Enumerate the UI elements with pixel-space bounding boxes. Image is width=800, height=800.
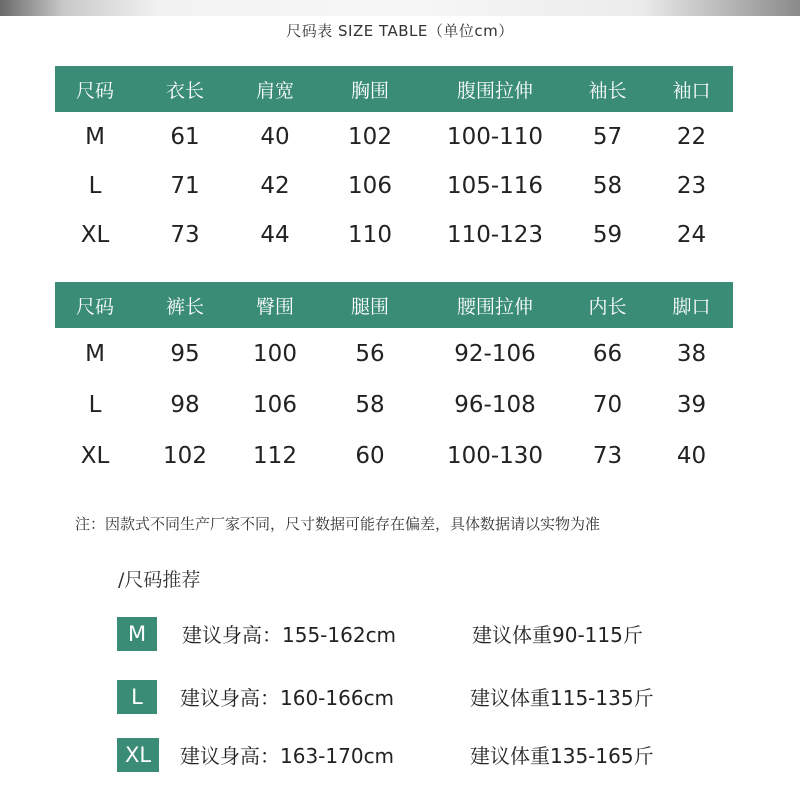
recommend-height: 建议身高：163-170cm [180,744,395,768]
header-cell: 脚口 [672,295,711,318]
disclaimer-note: 注：因款式不同生产厂家不同，尺寸数据可能存在偏差，具体数据请以实物为准 [75,515,601,533]
page-title: 尺码表 SIZE TABLE（单位cm） [286,22,514,40]
table-cell: 24 [676,221,707,248]
table-header [55,66,733,112]
table-cell: XL [80,442,110,469]
table-cell: 58 [592,172,623,199]
size-badge: M [117,617,157,651]
size-badge: XL [117,738,159,772]
table-cell: L [88,391,102,418]
table-cell: 96-108 [454,391,536,418]
table-cell: 73 [170,221,200,248]
table-cell: 61 [170,123,200,150]
table-cell: 57 [592,123,623,150]
recommend-title: /尺码推荐 [118,569,201,591]
table-cell: 66 [592,340,623,367]
table-cell: 23 [676,172,707,199]
header-cell: 尺码 [75,295,114,318]
table-cell: 95 [170,340,200,367]
header-cell: 腹围拉伸 [456,79,533,102]
table-cell: 60 [355,442,385,469]
table-cell: 110 [348,221,392,248]
header-cell: 腿围 [350,295,389,318]
header-cell: 胸围 [350,79,389,102]
header-cell: 腰围拉伸 [456,295,533,318]
header-cell: 内长 [588,295,627,318]
table-cell: M [85,340,105,367]
table-cell: 100-110 [446,123,544,150]
table-cell: 44 [260,221,290,248]
table-cell: 42 [260,172,290,199]
table-cell: 100-130 [446,442,544,469]
table-cell: M [85,123,105,150]
header-cell: 袖长 [588,79,627,102]
table-cell: XL [80,221,110,248]
table-cell: 100 [253,340,297,367]
header-cell: 衣长 [165,79,204,102]
recommend-row-xl [0,738,800,772]
table-cell: 112 [253,442,297,469]
table-cell: 106 [253,391,297,418]
table-cell: 106 [348,172,392,199]
table-cell: 59 [592,221,623,248]
table-cell: 73 [592,442,623,469]
table-cell: 102 [348,123,392,150]
recommend-row-m [0,617,800,651]
recommend-weight: 建议体重90-115斤 [472,623,643,647]
table-cell: 110-123 [446,221,544,248]
header-cell: 裤长 [165,295,204,318]
table-header [55,282,733,328]
table-row [55,379,733,430]
table-cell: 40 [260,123,290,150]
table-cell: 105-116 [446,172,544,199]
table-cell: 39 [676,391,707,418]
table-cell: 58 [355,391,385,418]
table-cell: 92-106 [454,340,536,367]
header-cell: 臀围 [255,295,294,318]
header-cell: 袖口 [672,79,711,102]
recommend-height: 建议身高：160-166cm [180,686,395,710]
header-cell: 肩宽 [255,79,294,102]
recommend-row-l [0,680,800,714]
table-cell: L [88,172,102,199]
bottom-size-table [55,282,733,481]
table-cell: 40 [676,442,707,469]
recommend-weight: 建议体重135-165斤 [470,744,654,768]
top-decorative-band [0,0,800,16]
size-badge: L [117,680,157,714]
table-cell: 22 [676,123,707,150]
header-cell: 尺码 [75,79,114,102]
recommend-weight: 建议体重115-135斤 [470,686,654,710]
table-cell: 56 [355,340,385,367]
table-cell: 102 [163,442,207,469]
table-row [55,328,733,379]
table-row [55,112,733,161]
table-cell: 71 [170,172,200,199]
table-cell: 70 [592,391,623,418]
top-size-table [55,66,733,259]
table-cell: 98 [170,391,200,418]
table-row [55,161,733,210]
table-row [55,430,733,481]
table-cell: 38 [676,340,707,367]
table-row [55,210,733,259]
recommend-height: 建议身高：155-162cm [182,623,397,647]
